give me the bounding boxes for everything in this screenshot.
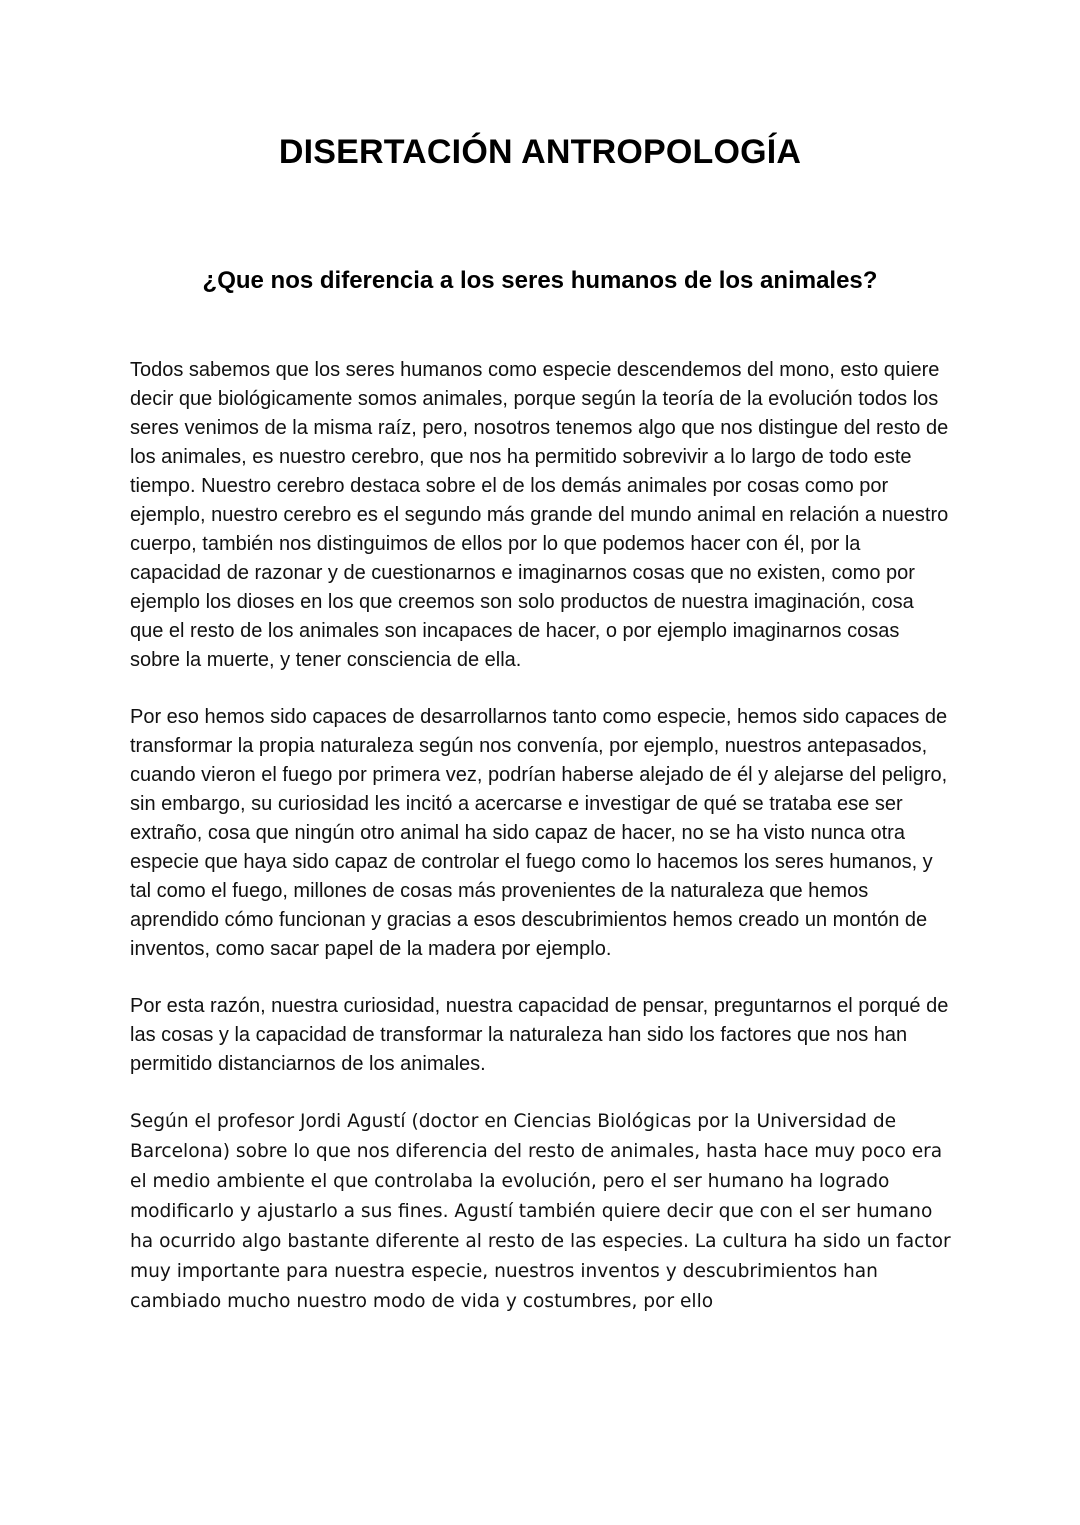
document-body <box>130 356 952 1345</box>
paragraph-1: Todos sabemos que los seres humanos como especie descendemos del mono, esto quiere decir que biológicamente somos animales, porque según la teoría de la evolución todos los seres venimos de la misma raíz, pero, nosotros tenemos algo que nos distingue del resto de los animales, es nuestro cerebro, que nos ha permitido sobrevivir a lo largo de todo este tiempo. Nuestro cerebro destaca sobre el de los demás animales por cosas como por ejemplo, nuestro cerebro es el segundo más grande del mundo animal en relación a nuestro cuerpo, también nos distinguimos de ellos por lo que podemos hacer con él, por la capacidad de razonar y de cuestionarnos e imaginarnos cosas que no existen, como por ejemplo los dioses en los que creemos son solo productos de nuestra imaginación, cosa que el resto de los animales son incapaces de hacer, o por ejemplo imaginarnos cosas sobre la muerte, y tener consciencia de ella. <box>130 359 949 671</box>
document-subtitle: ¿Que nos diferencia a los seres humanos de los animales? <box>202 267 878 294</box>
document-title: DISERTACIÓN ANTROPOLOGÍA <box>278 133 802 171</box>
paragraph-4: Según el profesor Jordi Agustí (doctor en Ciencias Biológicas por la Universidad de Barcelona) sobre lo que nos diferencia del resto de animales, hasta hace muy poco era el medio ambiente el que controlaba la evolución, pero el ser humano ha logrado modificarlo y ajustarlo a sus fines. Agustí también quiere decir que con el ser humano ha ocurrido algo bastante diferente al resto de las especies. La cultura ha sido un factor muy importante para nuestra especie, nuestros inventos y descubrimientos han cambiado mucho nuestro modo de vida y costumbres, por ello <box>130 1111 951 1312</box>
paragraph-3: Por esta razón, nuestra curiosidad, nuestra capacidad de pensar, preguntarnos el porqué de las cosas y la capacidad de transformar la naturaleza han sido los factores que nos han permitido distanciarnos de los animales. <box>130 995 949 1075</box>
paragraph-2: Por eso hemos sido capaces de desarrollarnos tanto como especie, hemos sido capaces de transformar la propia naturaleza según nos convenía, por ejemplo, nuestros antepasados, cuando vieron el fuego por primera vez, podrían haberse alejado de él y alejarse del peligro, sin embargo, su curiosidad les incitó a acercarse e investigar de qué se trataba ese ser extraño, cosa que ningún otro animal ha sido capaz de hacer, no se ha visto nunca otra especie que haya sido capaz de controlar el fuego como lo hacemos los seres humanos, y tal como el fuego, millones de cosas más provenientes de la naturaleza que hemos aprendido cómo funcionan y gracias a esos descubrimientos hemos creado un montón de inventos, como sacar papel de la madera por ejemplo. <box>130 706 948 960</box>
